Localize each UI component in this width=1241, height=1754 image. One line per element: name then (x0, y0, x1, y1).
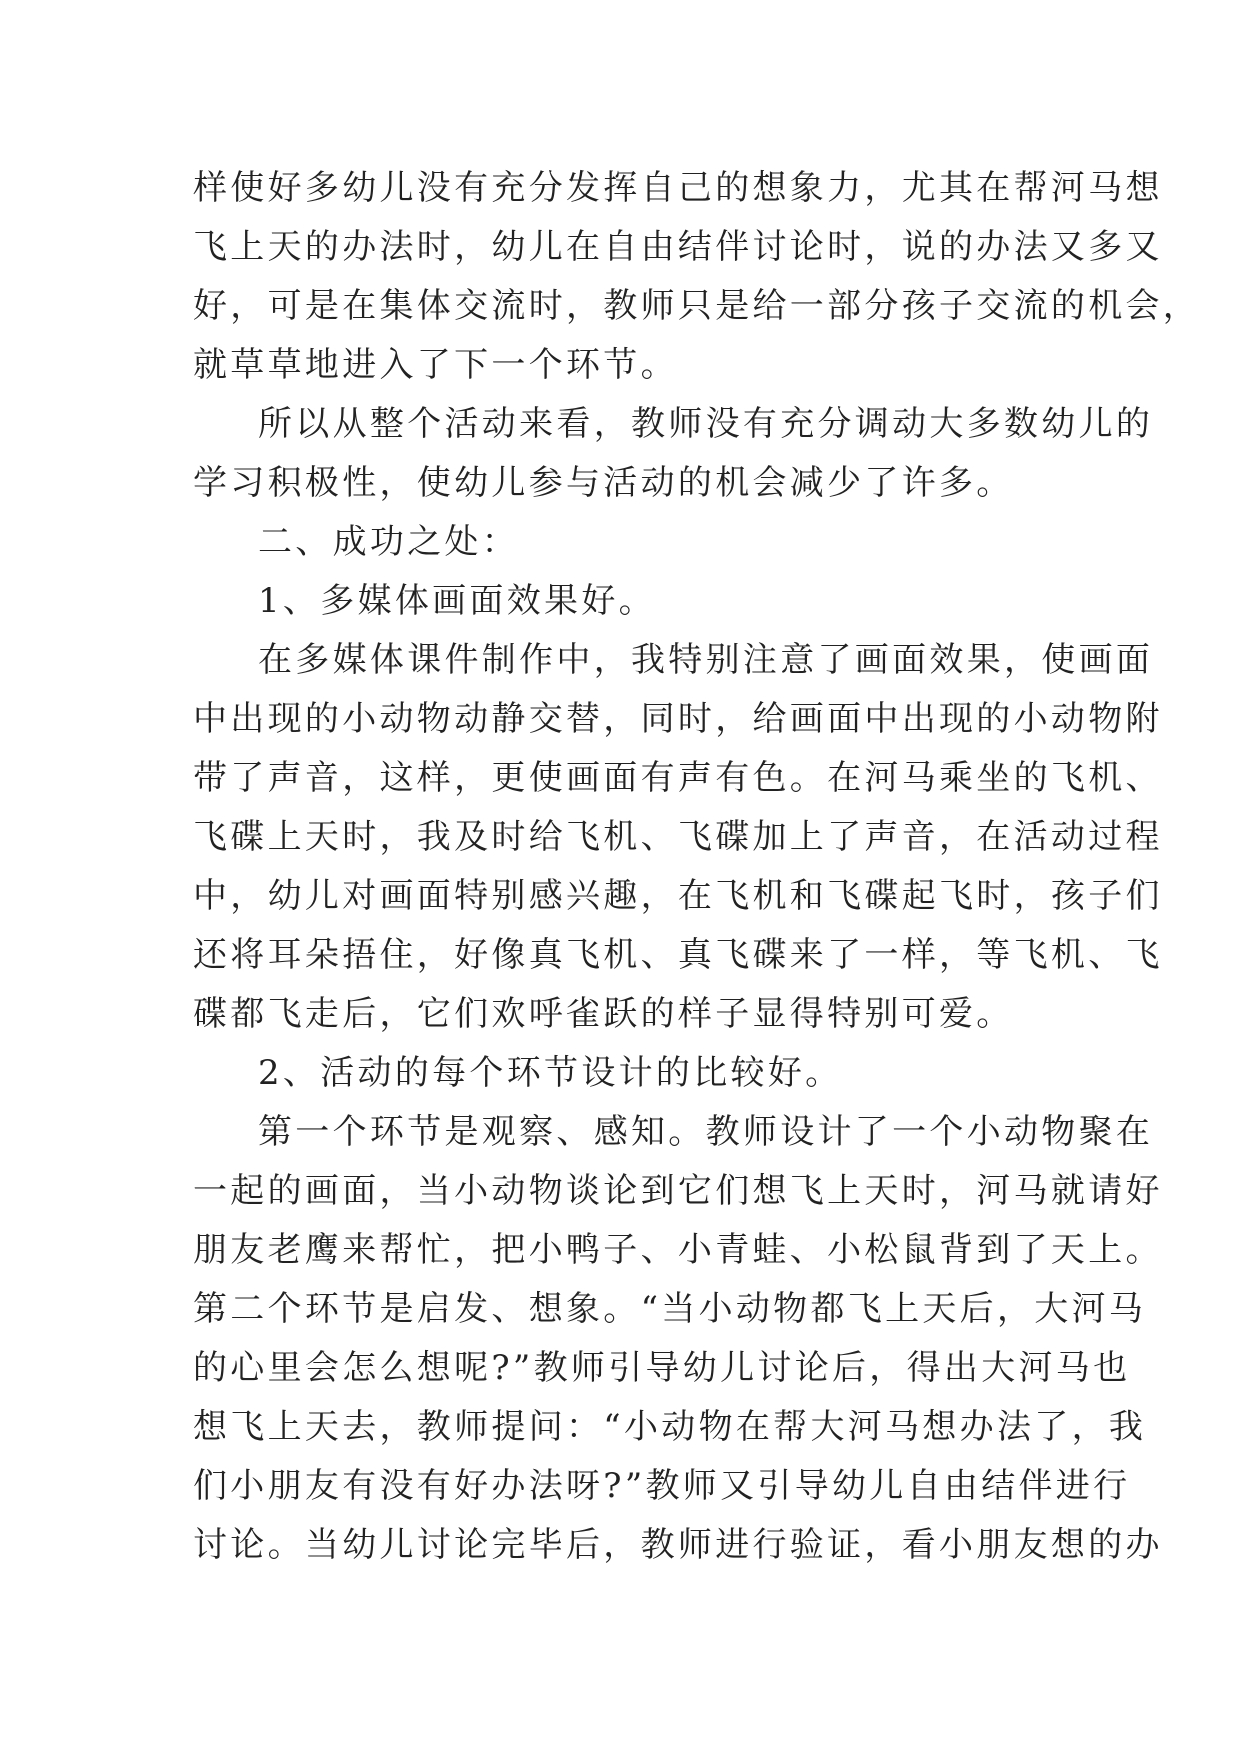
text-line: 好，可是在集体交流时，教师只是给一部分孩子交流的机会， (193, 286, 1201, 326)
text-line: 中出现的小动物动静交替，同时，给画面中出现的小动物附 (193, 699, 1163, 739)
text-line: 中，幼儿对画面特别感兴趣，在飞机和飞碟起飞时，孩子们 (193, 876, 1163, 916)
text-line: 的心里会怎么想呢?”教师引导幼儿讨论后，得出大河马也 (193, 1348, 1131, 1388)
text-line: 讨论。当幼儿讨论完毕后，教师进行验证，看小朋友想的办 (193, 1525, 1163, 1565)
text-line: 们小朋友有没有好办法呀?”教师又引导幼儿自由结伴进行 (193, 1466, 1131, 1506)
text-line: 所以从整个活动来看，教师没有充分调动大多数幼儿的 (258, 404, 1154, 444)
section-heading: 二、成功之处： (258, 522, 520, 562)
text-line: 飞上天的办法时，幼儿在自由结伴讨论时，说的办法又多又 (193, 227, 1163, 267)
text-line: 样使好多幼儿没有充分发挥自己的想象力，尤其在帮河马想 (193, 168, 1163, 208)
text-line: 碟都飞走后，它们欢呼雀跃的样子显得特别可爱。 (193, 994, 1014, 1034)
text-line: 带了声音，这样，更使画面有声有色。在河马乘坐的飞机、 (193, 758, 1163, 798)
text-line: 学习积极性，使幼儿参与活动的机会减少了许多。 (193, 463, 1014, 503)
text-line: 第一个环节是观察、感知。教师设计了一个小动物聚在 (258, 1112, 1154, 1152)
subsection-heading: 1、多媒体画面效果好。 (258, 581, 656, 621)
text-line: 朋友老鹰来帮忙，把小鸭子、小青蛙、小松鼠背到了天上。 (193, 1230, 1163, 1270)
text-line: 想飞上天去，教师提问：“小动物在帮大河马想办法了，我 (193, 1407, 1147, 1447)
text-line: 还将耳朵捂住，好像真飞机、真飞碟来了一样，等飞机、飞 (193, 935, 1163, 975)
text-line: 在多媒体课件制作中，我特别注意了画面效果，使画面 (258, 640, 1154, 680)
text-line: 飞碟上天时，我及时给飞机、飞碟加上了声音，在活动过程 (193, 817, 1163, 857)
text-line: 就草草地进入了下一个环节。 (193, 345, 678, 385)
text-line: 一起的画面，当小动物谈论到它们想飞上天时，河马就请好 (193, 1171, 1163, 1211)
subsection-heading: 2、活动的每个环节设计的比较好。 (258, 1053, 843, 1093)
text-line: 第二个环节是启发、想象。“当小动物都飞上天后，大河马 (193, 1289, 1147, 1329)
